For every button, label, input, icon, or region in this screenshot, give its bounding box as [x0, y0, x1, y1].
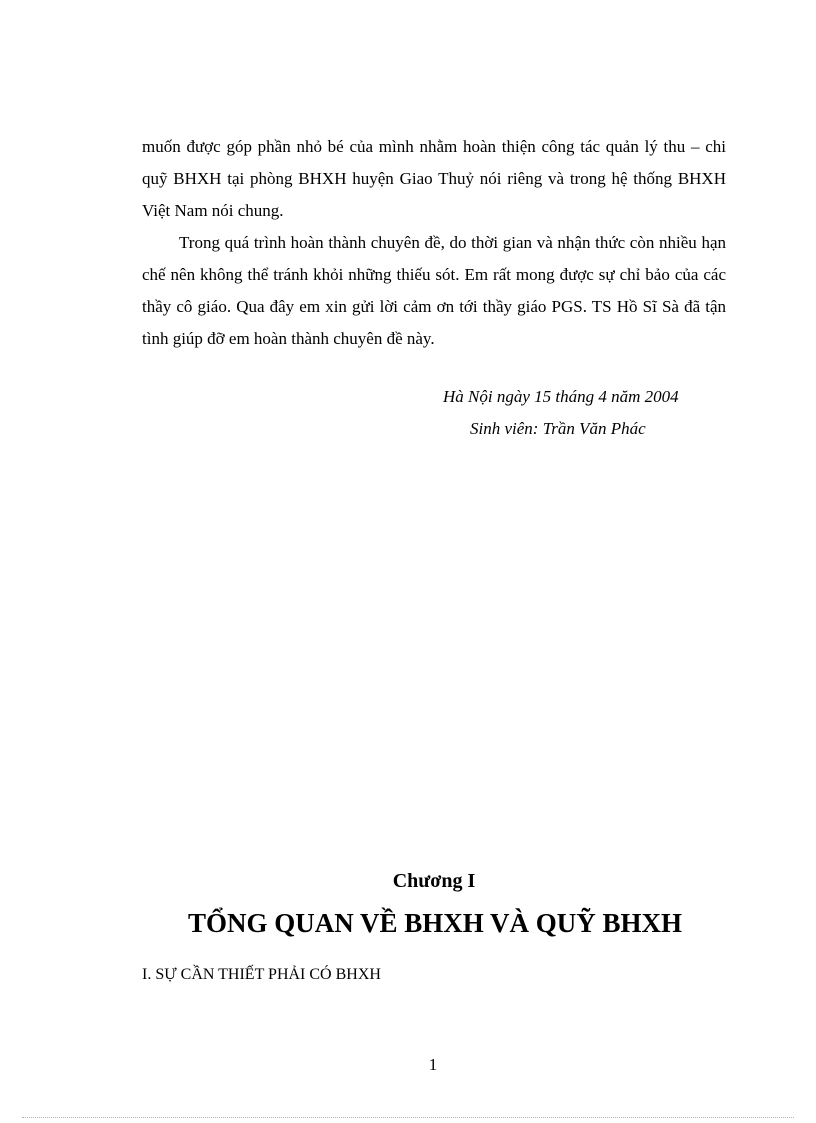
page-number: 1 [428, 1055, 438, 1074]
signature-name-text: Sinh viên: Trần Văn Phác [470, 419, 646, 438]
paragraph-continuation: muốn được góp phần nhỏ bé của mình nhằm hoàn thiện công tác quản lý thu – chi quỹ BHXH tại phòng BHXH huyện Giao Thuỷ nói riêng và trong hệ thống BHXH Việt Nam nói chung. [142, 137, 726, 220]
chapter-title: TỔNG QUAN VỀ BHXH VÀ QUỸ BHXH [187, 908, 683, 938]
section-heading: I. SỰ CẦN THIẾT PHẢI CÓ BHXH [142, 966, 381, 983]
footer-divider [22, 1117, 794, 1118]
body-text [142, 131, 726, 355]
paragraph-acknowledgement: Trong quá trình hoàn thành chuyên đề, do thời gian và nhận thức còn nhiều hạn chế nên không thể tránh khỏi những thiếu sót. Em rất mong được sự chỉ bảo của các thầy cô giáo. Qua đây em xin gửi lời cảm ơn tới thầy giáo PGS. TS Hồ Sĩ Sà đã tận tình giúp đỡ em hoàn thành chuyên đề này. [142, 233, 726, 348]
signature-date-text: Hà Nội ngày 15 tháng 4 năm 2004 [443, 387, 679, 406]
chapter-label: Chương I [392, 870, 476, 892]
